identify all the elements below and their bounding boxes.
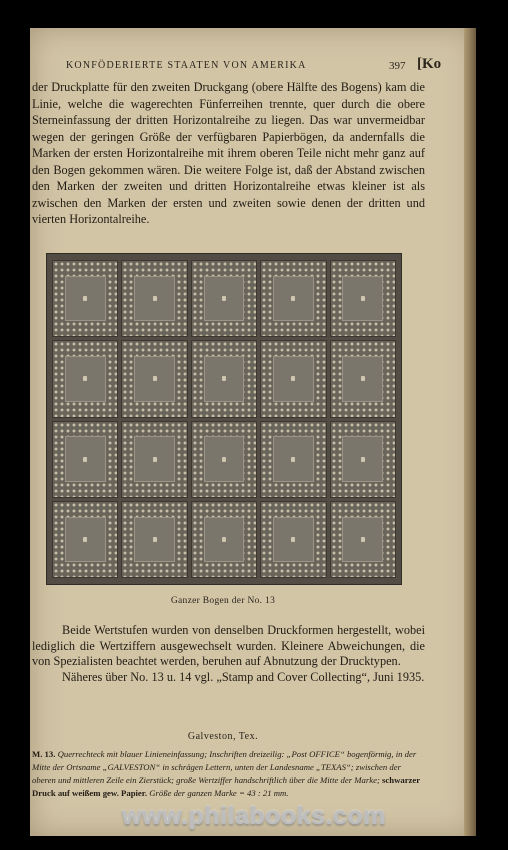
stamp-center bbox=[273, 436, 314, 482]
page-header bbox=[58, 56, 468, 74]
stamp bbox=[260, 260, 326, 337]
stamp bbox=[260, 421, 326, 498]
catalog-entry bbox=[32, 748, 425, 800]
stamp bbox=[191, 260, 257, 337]
entry-text: Querrechteck mit blauer Linieneinfassung; Inschriften dreizeilig: „Post OFFICE“ bogenförmig, in der Mitte der Ortsname „GALVESTON“ in schrägen Lettern, unten der Landesname „TEXAS“; zwischen der oberen und mittleren Zeile ein Zierstück; große Wertziffer handschriftlich über die Mitte der Marke; bbox=[32, 749, 417, 785]
entry-bold-text: schwarzer Druck auf weißem gew. Papier. bbox=[32, 775, 420, 798]
running-head: [Ko bbox=[417, 56, 442, 72]
stamp-sheet-image bbox=[46, 253, 402, 585]
paragraph-2-block bbox=[32, 623, 425, 685]
stamp bbox=[52, 501, 118, 578]
stamp-center bbox=[134, 436, 175, 482]
book-spine bbox=[464, 28, 476, 836]
watermark: www.philabooks.com bbox=[122, 802, 386, 830]
entry-size-text: Größe der ganzen Marke = 43 : 21 mm. bbox=[149, 788, 289, 798]
stamp-center bbox=[134, 276, 175, 322]
stamp-center bbox=[65, 356, 106, 402]
stamp bbox=[191, 501, 257, 578]
stamp-center bbox=[65, 436, 106, 482]
page-number: 397 bbox=[389, 60, 406, 72]
stamp bbox=[52, 421, 118, 498]
paragraph-2: Beide Wertstufen wurden von denselben Druckformen hergestellt, wobei lediglich die Wertziffern ausgewechselt wurden. Kleinere Abweichungen, die von Spezialisten beachtet werden, beruhen auf Abnutzung der Drucktypen. bbox=[32, 623, 425, 668]
stamp-center bbox=[65, 276, 106, 322]
entry-number: M. 13. bbox=[32, 749, 56, 759]
stamp-center bbox=[204, 356, 245, 402]
stamp bbox=[121, 501, 187, 578]
stamp-grid bbox=[52, 260, 396, 578]
stamp-center bbox=[342, 436, 383, 482]
stamp bbox=[330, 501, 396, 578]
stamp bbox=[330, 421, 396, 498]
stamp bbox=[52, 260, 118, 337]
stamp-center bbox=[342, 356, 383, 402]
stamp-center bbox=[204, 517, 245, 563]
stamp-center bbox=[342, 517, 383, 563]
stamp-center bbox=[273, 356, 314, 402]
stamp bbox=[121, 340, 187, 417]
stamp-center bbox=[273, 276, 314, 322]
stamp bbox=[260, 340, 326, 417]
running-title: KONFÖDERIERTE STAATEN VON AMERIKA bbox=[66, 60, 307, 71]
stamp bbox=[260, 501, 326, 578]
figure-caption: Ganzer Bogen der No. 13 bbox=[170, 596, 276, 606]
stamp bbox=[330, 260, 396, 337]
stamp bbox=[52, 340, 118, 417]
paragraph-3: Näheres über No. 13 u. 14 vgl. „Stamp and Cover Collecting“, Juni 1935. bbox=[62, 669, 425, 684]
section-title: Galveston, Tex. bbox=[187, 731, 259, 742]
stamp-center bbox=[342, 276, 383, 322]
stamp bbox=[191, 340, 257, 417]
stamp bbox=[191, 421, 257, 498]
stamp-center bbox=[65, 517, 106, 563]
stamp bbox=[121, 421, 187, 498]
stamp-center bbox=[273, 517, 314, 563]
paragraph-1: der Druckplatte für den zweiten Druckgang (obere Hälfte des Bogens) kam die Linie, welche die wagerechten Fünferreihen trennte, quer durch die obere Sterneinfassung der dritten Horizontalreihe zu liegen. Das war unvermeidbar wegen der geringen Größe der verfügbaren Papierbögen, da andernfalls die Marken der ersten Horizontalreihe mit ihrem oberen Teile nicht mehr ganz auf den Bogen gekommen wären. Die weitere Folge ist, daß der Abstand zwischen den Marken der zweiten und dritten Horizontalreihe etwas kleiner ist als zwischen den Marken der ersten und zweiten sowie denen der dritten und vierten Horizontalreihe. bbox=[32, 80, 425, 226]
stamp-center bbox=[134, 517, 175, 563]
stamp bbox=[121, 260, 187, 337]
stamp bbox=[330, 340, 396, 417]
stamp-center bbox=[134, 356, 175, 402]
stamp-center bbox=[204, 276, 245, 322]
book-page bbox=[30, 28, 476, 836]
stamp-center bbox=[204, 436, 245, 482]
